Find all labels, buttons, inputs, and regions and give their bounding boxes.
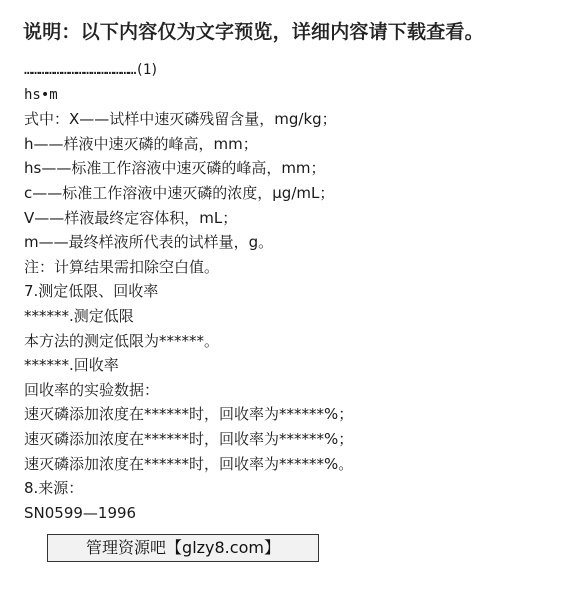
- preview-notice: 说明：以下内容仅为文字预览，详细内容请下载查看。: [23, 21, 484, 43]
- variable-hs-definition: hs——标准工作溶液中速灭磷的峰高，mm；: [24, 159, 326, 178]
- variable-h-definition: h——样液中速灭磷的峰高，mm；: [24, 134, 258, 153]
- variable-c-definition: c——标准工作溶液中速灭磷的浓度，μg/mL；: [24, 183, 335, 202]
- source-standard: SN0599—1996: [24, 503, 137, 522]
- section-heading-8: 8.来源：: [24, 479, 84, 498]
- recovery-data-heading: 回收率的实验数据：: [24, 380, 160, 399]
- recovery-line-3: 速灭磷添加浓度在******时，回收率为******%。: [24, 454, 354, 473]
- calculation-note: 注：计算结果需扣除空白值。: [24, 257, 220, 276]
- site-signature-box: 管理资源吧【glzy8.com】: [47, 534, 319, 562]
- variable-x-definition: 式中：X——试样中速灭磷残留含量，mg/kg；: [24, 110, 337, 129]
- recovery-line-2: 速灭磷添加浓度在******时，回收率为******%；: [24, 429, 354, 448]
- detection-limit-text: 本方法的测定低限为******。: [24, 331, 220, 350]
- section-heading-7: 7.测定低限、回收率: [24, 282, 159, 301]
- document-body: [24, 58, 564, 525]
- subsection-recovery: ******.回收率: [24, 356, 119, 375]
- formula-denominator: hs•m: [24, 86, 58, 103]
- formula-number-line: ………………………………………(1): [24, 62, 158, 78]
- variable-m-definition: m——最终样液所代表的试样量，g。: [24, 233, 274, 252]
- subsection-detection-limit: ******.测定低限: [24, 306, 134, 325]
- recovery-line-1: 速灭磷添加浓度在******时，回收率为******%；: [24, 405, 354, 424]
- variable-v-definition: V——样液最终定容体积，mL；: [24, 208, 238, 227]
